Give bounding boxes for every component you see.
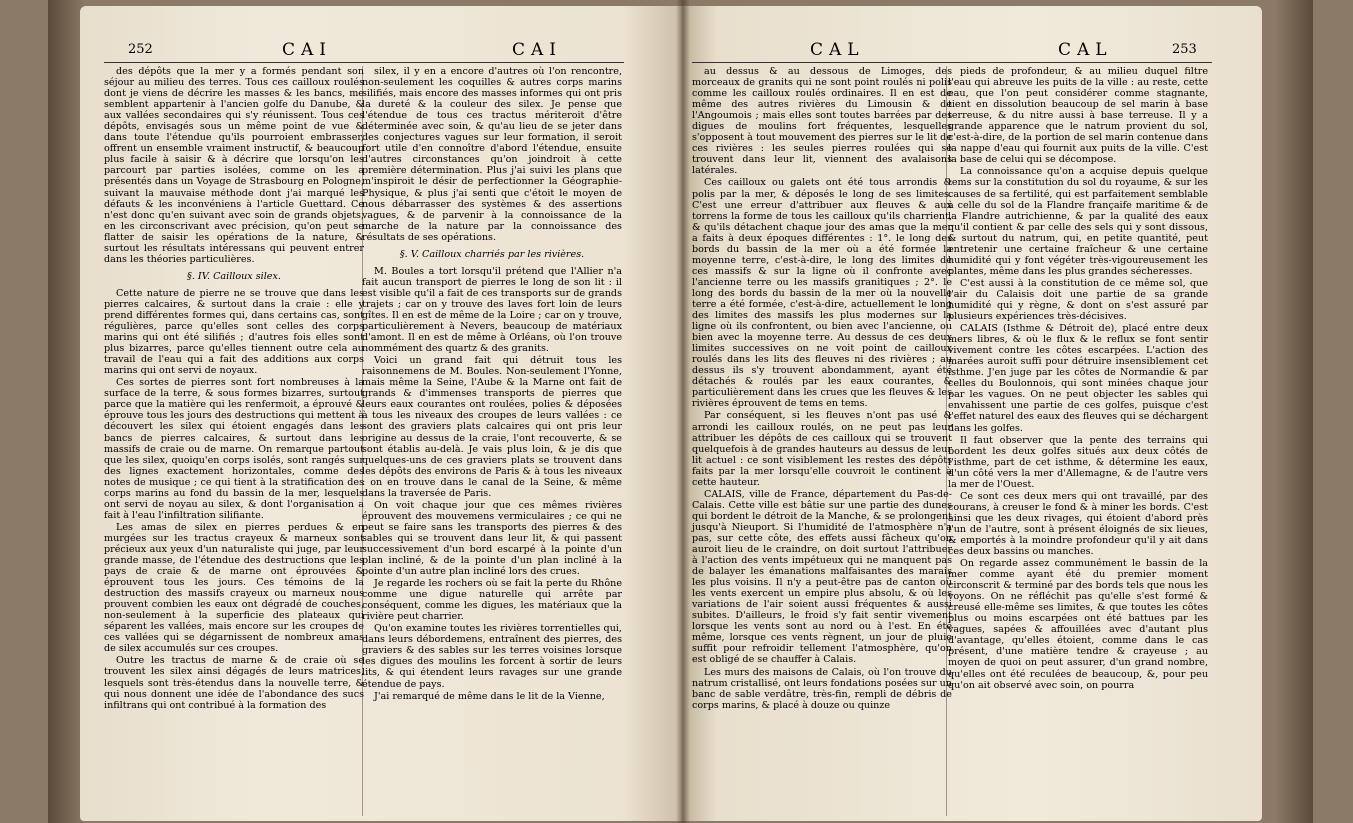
paragraph: silex, il y en a encore d'autres où l'on rencontre, non-seulement les coquilles & autres corps marins silifiés, mais encore des masses informes qui ont pris la dureté & la couleur des silex. Je pense que l'étendue de tous ces tractus mériteroit d'être déterminée avec soin, & qu'au lieu de se jeter dans des conjectures vagues sur leur formation, il seroit fort utile d'en connoître d'abord l'étendue, ensuite d'autres circonstances qu'on joindroit à cette première détermination. Plus j'ai suivi les plans que m'inspiroit le désir de perfectionner la Géographie-Physique, & plus j'ai senti que c'étoit le moyen de nous débarrasser des systèmes & des assertions vagues, & de parvenir à la connoissance de la marche de la nature par la connoissance des résultats de ses opérations. <box>362 66 622 243</box>
left-page-column-1 <box>104 66 364 712</box>
section-heading: §. V. Cailloux charriés par les rivières. <box>399 248 585 260</box>
paragraph: Outre les tractus de marne & de craie où se trouvent les silex ainsi dégagés de leurs matrices, lesquels sont très-étendus dans la nouvelle terre, & qui nous donnent une idée de l'abondance des sucs infiltrans qui ont contribué à la formation des <box>104 655 364 711</box>
paragraph: Ces sortes de pierres sont fort nombreuses à la surface de la terre, & sous formes bizarres, surtout parce que la matière qui les renfermoit, a éprouvé & éprouve tous les jours des destructions qui mettent à découvert les silex qui étoient engagés dans les bancs de pierres calcaires, & surtout dans les massifs de craie ou de marne. On remarque partout que les silex, quoiqu'en corps isolés, sont rangés sur des lignes exactement horizontales, comme des notes de musique ; ce qui tient à la stratification des corps marins au fond du bassin de la mer, lesquels ont servi de noyau au silex, & dont l'organisation a fait à l'eau l'infiltration silifiante. <box>104 377 364 521</box>
paragraph: Les amas de silex en pierres perdues & en murgées sur les tractus crayeux & marneux sont précieux aux yeux d'un naturaliste qui juge, par leur grande masse, de l'étendue des destructions que les pays de craie & de marne ont éprouvées & éprouvent tous les jours. Ces témoins de la destruction des massifs crayeux ou marneux nous prouvent combien les eaux ont dégradé de couches, non-seulement à la superficie des plateaux qui séparent les vallées, mais encore sur les croupes de ces vallées qui se dégarnissent de nombreux amas de silex accumulés sur ces croupes. <box>104 521 364 655</box>
paragraph: J'ai remarqué de même dans le lit de la Vienne, <box>374 690 605 702</box>
paragraph: Je regarde les rochers où se fait la perte du Rhône comme une digue naturelle qui arrête par conséquent, comme les digues, les matériaux que la rivière peut charrier. <box>362 578 622 623</box>
right-header-left: CAL <box>810 40 865 60</box>
right-page-column-2 <box>948 66 1208 692</box>
paragraph: Il faut observer que la pente des terrains qui bordent les deux golfes situés aux deux côtés de l'isthme, part de cet isthme, & détermine les eaux, d'un côté vers la mer d'Allemagne, & de l'autre vers la mer de l'Ouest. <box>948 434 1208 490</box>
paragraph: Voici un grand fait qui détruit tous les raisonnemens de M. Boules. Non-seulement l'Yonne, mais même la Seine, l'Aube & la Marne ont fait de grands & d'immenses transports de pierres que leurs eaux courantes ont roulées, polies & déposées à tous les niveaux des croupes de leurs vallées : ce sont des graviers plats calcaires qui ont pris leur origine au dessus de la craie, l'ont recouverte, & se sont établis au-delà. Je vais plus loin, & je dis que quelques-uns de ces graviers plats se trouvent dans les dépôts des environs de Paris & à tous les niveaux : on en trouve dans le canal de la Seine, & même dans la traversée de Paris. <box>362 355 622 499</box>
paragraph: au dessus & au dessous de Limoges, des morceaux de granits qui ne sont point roulés ni polis comme les cailloux roulés ordinaires. Il en est de même des autres rivières du Limousin & de l'Angoumois ; mais elles sont toutes barrées par des digues de moulins fort fréquentes, lesquelles s'opposent à tout mouvement des pierres sur le lit de ces rivières : les seules pierres roulées qui se trouvent dans leur lit, viennent des avalaisons latérales. <box>692 66 952 177</box>
left-header-rule <box>104 62 624 63</box>
paragraph: Par conséquent, si les fleuves n'ont pas usé & arrondi les cailloux roulés, on ne peut pas leur attribuer les dépôts de ces cailloux qui se trouvent quelquefois à de grandes hauteurs au dessus de leur lit actuel : ce sont visiblement les restes des dépôts faits par la mer lorsqu'elle couvroit le continent à cette hauteur. <box>692 410 952 488</box>
left-header-left: CAI <box>282 40 332 60</box>
paragraph: Qu'on examine toutes les rivières torrentielles qui, dans leurs débordemens, entraînent des pierres, des graviers & des sables sur les terres voisines lorsque les digues des moulins les forcent à sortir de leurs lits, & qui étendent leurs ravages sur une grande étendue de pays. <box>362 623 622 690</box>
paragraph: La connoissance qu'on a acquise depuis quelque tems sur la constitution du sol du royaume, & sur les causes de sa fertilité, qui est parfaitement semblable à celle du sol de la Flandre françaife maritime & de la Flandre autrichienne, & par la qualité des eaux qu'il contient & par celle des sels qui y sont dissous, & surtout du natrum, qui, en petite quantité, peut entretenir une certaine fraîcheur & une certaine humidité qui y font végéter très-vigoureusement les plantes, même dans les plus grandes sécheresses. <box>948 166 1208 277</box>
right-page-number: 253 <box>1172 42 1197 57</box>
paragraph: M. Boules a tort lorsqu'il prétend que l'Allier n'a fait aucun transport de pierres le long de son lit : il est visible qu'il a fait de ces transports sur de grands trajets ; car on y trouve des laves fort loin de leurs gîtes. Il en est de même de la Loire ; car on y trouve, particulièrement à Nevers, beaucoup de matériaux d'amont. Il en est de même à Orléans, où l'on trouve nommément des quartz & des granits. <box>362 265 622 355</box>
paragraph: Ce sont ces deux mers qui ont travaillé, par des courans, à creuser le fond & à miner les bords. C'est ainsi que les deux rivages, qui étoient d'abord près l'un de l'autre, sont à présent éloignés de six lieues, & emportés à la moindre profondeur qu'il y ait dans ces deux bassins ou manches. <box>948 490 1208 558</box>
paragraph: pieds de profondeur, & au milieu duquel filtre l'eau qui abreuve les puits de la ville : au reste, cette eau, que l'on peut considérer comme stagnante, tient en dissolution beaucoup de sel marin à base terreuse, & du nitre aussi à base terreuse. Il y a grande apparence que le natrum provient du sol, c'est-à-dire, de la portion de sel marin contenue dans la nappe d'eau qui fournit aux puits de la ville. C'est la base de celui qui se décompose. <box>948 66 1208 166</box>
right-header-rule <box>692 62 1212 63</box>
left-header-right: CAI <box>512 40 562 60</box>
paragraph: des dépôts que la mer y a formés pendant son séjour au milieu des terres. Tous ces cailloux roulés dont je viens de décrire les masses & les bancs, me semblent appartenir à l'ancien golfe du Danube, & aux vallées secondaires qui s'y réunissent. Tous ces dépôts, envisagés sous un même point de vue & dans toute l'étendue qu'ils pourroient embrasser, offrent un ensemble vraiment instructif, & beaucoup plus facile à saisir & à décrire que lorsqu'on les parcourt par parties isolées, comme on les a présentés dans un Voyage de Strasbourg en Pologne, suivant la mauvaise méthode dont j'ai marqué les défauts & les inconvéniens à l'article Guettard. Ce n'est donc qu'en suivant avec soin de grands objets, en les circonscrivant avec précision, qu'on peut se flatter de saisir les opérations de la nature, & surtout les résultats intéressans qui peuvent entrer dans les théories particulières. <box>104 66 364 265</box>
right-page-column-1 <box>692 66 952 712</box>
paragraph: CALAIS (Isthme & Détroit de), placé entre deux mers libres, & où le flux & le reflux se font sentir vivement contre les côtes escarpées. L'action des marées auroit suffi pour détruire insensiblement cet isthme. J'en juge par les côtes de Normandie & par celles du Boulonnois, qui sont minées chaque jour par les vagues. On ne peut objecter les sables qui envahissent une partie de ces golfes, puisque c'est l'effet naturel des eaux des fleuves qui se déchargent dans les golfes. <box>948 323 1208 434</box>
paragraph: Les murs des maisons de Calais, où l'on trouve du natrum cristallisé, ont leurs fondations posées sur un banc de sable verdâtre, très-fin, rempli de débris de corps marins, & placé à douze ou quinze <box>692 666 952 711</box>
right-header-right: CAL <box>1058 40 1113 60</box>
paragraph: Ces cailloux ou galets ont été tous arrondis & polis par la mer, & déposés le long de ses limites. C'est une erreur d'attribuer aux fleuves & aux torrens la forme de tous les cailloux qu'ils charrient, & qu'ils détachent chaque jour des amas que la mer a faits à deux époques différentes : 1°. le long des bords du bassin de la mer où a été formée la moyenne terre, c'est-à-dire, le long des limites de ces massifs & sur la ligne où il confronte avec l'ancienne terre ou les massifs granitiques ; 2°. le long des bords du bassin de la mer où la nouvelle terre a été formée, c'est-à-dire, actuellement le long des limites des massifs les plus modernes sur la ligne où ils confrontent, ou bien avec l'ancienne, ou bien avec la moyenne terre. Au dessus de ces deux limites successives on ne voit point de cailloux roulés dans les lits des fleuves ni des rivières ; au dessus ils s'y trouvent abondamment, ayant été détachés & roulés par les eaux courantes, & particulièrement dans les crues que les fleuves & les rivières éprouvent de tems en tems. <box>692 177 952 410</box>
paragraph: On regarde assez communément le bassin de la mer comme ayant été du premier moment circonscrit & terminé par des bords tels que nous les voyons. On ne réfléchit pas qu'elle s'est formé & creusé elle-même ses limites, & que toutes les côtes plus ou moins escarpées ont été battues par les vagues, sapées & affouillées avec d'autant plus d'avantage, qu'elles étoient, comme dans le cas présent, d'une matière tendre & crayeuse ; au moyen de quoi on peut assurer, d'un grand nombre, qu'elles ont été reculées de beaucoup, &, pour peu qu'on ait observé avec soin, on pourra <box>948 558 1208 691</box>
paragraph: Cette nature de pierre ne se trouve que dans les pierres calcaires, & surtout dans la craie : elle y prend différentes formes qui, dans certains cas, sont régulières, parce qu'elles sont celles des corps marins qui ont été silifiés ; d'autres fois elles sont plus bizarres, parce qu'elles tiennent outre cela au travail de l'eau qui a fait des additions aux corps marins qui ont servi de noyaux. <box>104 287 364 377</box>
paragraph: CALAIS, ville de France, département du Pas-de-Calais. Cette ville est bâtie sur une partie des dunes qui bordent le détroit de la Manche, & se prolongent jusqu'à Nieuport. Si l'humidité de l'atmosphère n'a pas, sur cette côte, des effets aussi fâcheux qu'on auroit lieu de le craindre, on doit surtout l'attribuer à l'action des vents impétueux qui ne manquent pas de balayer les émanations malfaisantes des marais les plus voisins. Il n'y a peut-être pas de canton où les vents exercent un empire plus absolu, & où les variations de l'air soient aussi fréquentes & aussi subites. D'ailleurs, le froid s'y fait sentir vivement lorsque les vents sont au nord ou à l'est. En été même, lorsque ces vents règnent, un jour de pluie suffit pour refroidir tellement l'atmosphère, qu'on est obligé de se chauffer à Calais. <box>692 488 952 666</box>
left-page-column-2 <box>362 66 622 703</box>
section-heading: §. IV. Cailloux silex. <box>187 270 281 282</box>
left-page-number: 252 <box>128 42 153 57</box>
paragraph: C'est aussi à la constitution de ce même sol, que l'air du Calaisis doit une partie de sa grande humidité qui y règne, & dont on s'est assuré par plusieurs expériences très-décisives. <box>948 277 1208 323</box>
paragraph: On voit chaque jour que ces mêmes rivières éprouvent des mouvemens vermiculaires ; ce qui ne peut se faire sans les transports des pierres & des sables qui se trouvent dans leur lit, & qui passent successivement d'un bord escarpé à la pointe d'un plan incliné, & de la pointe d'un plan incliné à la pointe d'un autre plan incliné lors des crues. <box>362 499 622 578</box>
